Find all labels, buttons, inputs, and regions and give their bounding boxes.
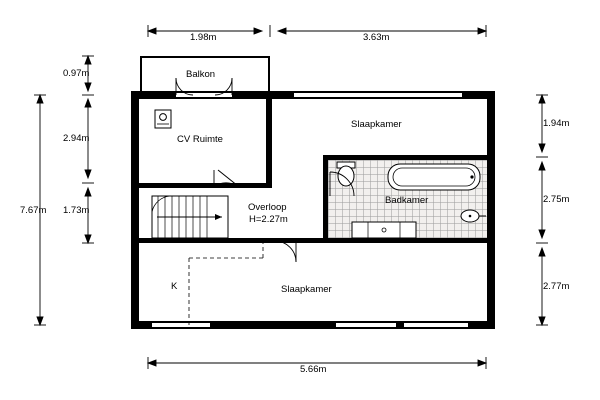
room-label-cv-ruimte: CV Ruimte [177, 134, 223, 145]
room-label-badkamer: Badkamer [385, 195, 429, 206]
dim-bottom-1: 5.66m [300, 364, 327, 375]
room-label-overloop: Overloop [248, 202, 287, 213]
dim-top-2: 3.63m [363, 32, 390, 43]
dim-left-1: 0.97m [63, 68, 90, 79]
dim-right-3: 2.77m [543, 281, 570, 292]
dim-left-2: 2.94m [63, 133, 90, 144]
dim-right-1: 1.94m [543, 118, 570, 129]
staircase [152, 196, 228, 238]
bathtub-icon [388, 164, 480, 190]
room-label-overloop-height: H=2.27m [249, 214, 288, 225]
room-label-slaapkamer-top: Slaapkamer [351, 119, 402, 130]
dim-left-overall: 7.67m [20, 205, 47, 216]
sink-icon [461, 210, 486, 222]
room-label-balkon: Balkon [186, 69, 216, 80]
dim-left-3: 1.73m [63, 205, 90, 216]
boiler-icon [155, 110, 171, 128]
shower-unit-icon [352, 222, 416, 238]
room-label-k: K [171, 281, 178, 292]
dim-top-1: 1.98m [190, 32, 217, 43]
room-label-slaapkamer-bottom: Slaapkamer [281, 284, 332, 295]
dim-right-2: 2.75m [543, 194, 570, 205]
